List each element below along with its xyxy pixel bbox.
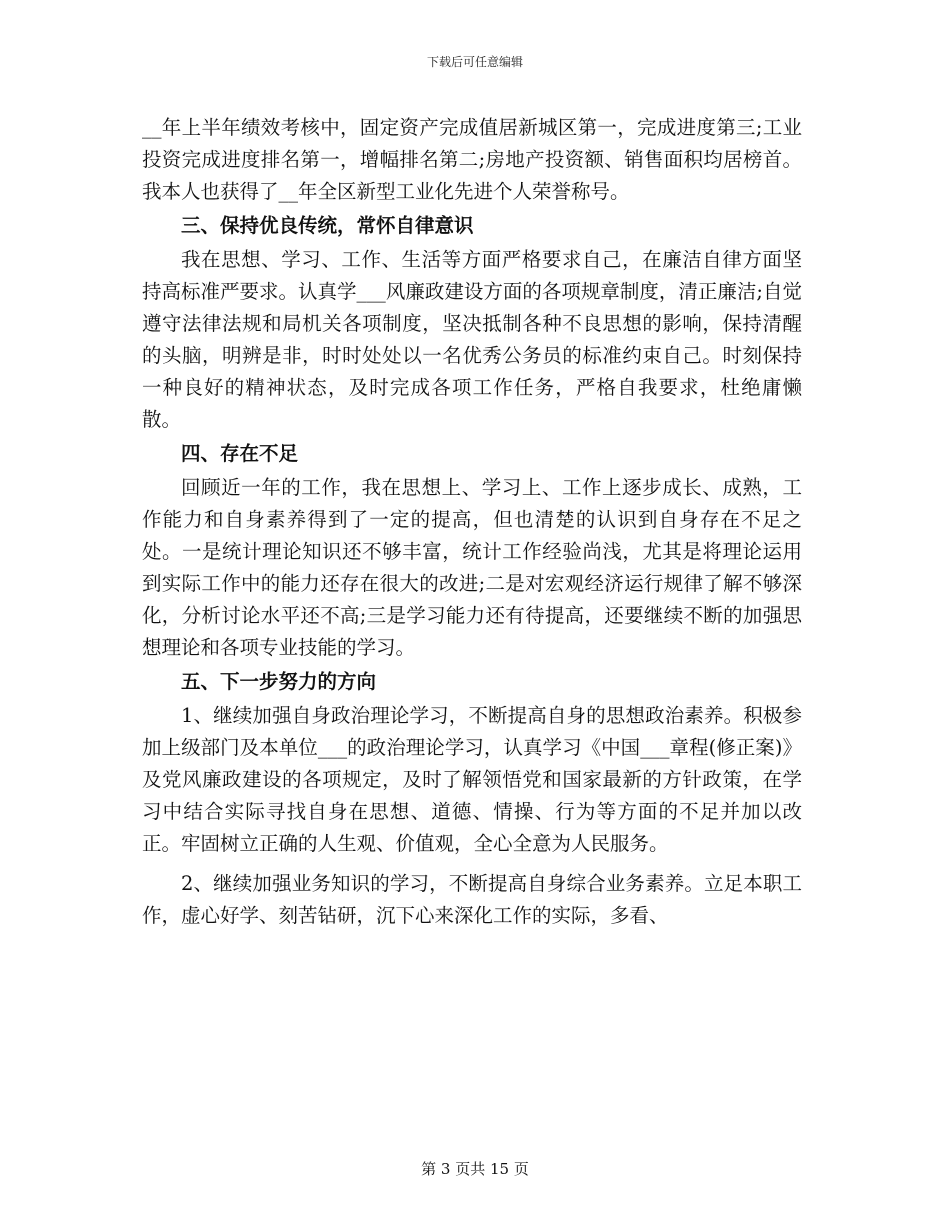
paragraph-direction-1: 1、继续加强自身政治理论学习，不断提高自身的思想政治素养。积极参加上级部门及本单位___的政治理论学习，认真学习《中国___章程(修正案)》及党风廉政建设的各项规定，及时了解领悟党和国家最新的方针政策，在学习中结合实际寻找自身在思想、道德、情操、行为等方面的不足并加以改正。牢固树立正确的人生观、价值观，全心全意为人民服务。 [142, 704, 802, 855]
document-body [142, 112, 802, 932]
section-heading-5: 五、下一步努力的方向 [181, 670, 377, 693]
section-heading-3: 三、保持优良传统，常怀自律意识 [181, 214, 474, 237]
page-footer: 第 3 页共 15 页 [421, 1160, 529, 1178]
paragraph-performance: __年上半年绩效考核中，固定资产完成值居新城区第一，完成进度第三;工业投资完成进度排名第一，增幅排名第二;房地产投资额、销售面积均居榜首。我本人也获得了__年全区新型工业化先进个人荣誉称号。 [142, 116, 802, 203]
paragraph-direction-2: 2、继续加强业务知识的学习，不断提高自身综合业务素养。立足本职工作，虚心好学、刻苦钻研，沉下心来深化工作的实际，多看、 [142, 872, 802, 927]
page-header: 下载后可任意编辑 [426, 55, 523, 69]
paragraph-shortcomings: 回顾近一年的工作，我在思想上、学习上、工作上逐步成长、成熟，工作能力和自身素养得到了一定的提高，但也清楚的认识到自身存在不足之处。一是统计理论知识还不够丰富，统计工作经验尚浅，尤其是将理论运用到实际工作中的能力还存在很大的改进;二是对宏观经济运行规律了解不够深化，分析讨论水平还不高;三是学习能力还有待提高，还要继续不断的加强思想理论和各项专业技能的学习。 [142, 476, 802, 659]
section-heading-4: 四、存在不足 [181, 442, 299, 465]
paragraph-self-discipline: 我在思想、学习、工作、生活等方面严格要求自己，在廉洁自律方面坚持高标准严要求。认真学___风廉政建设方面的各项规章制度，清正廉洁;自觉遵守法律法规和局机关各项制度，坚决抵制各种不良思想的影响，保持清醒的头脑，明辨是非，时时处处以一名优秀公务员的标准约束自己。时刻保持一种良好的精神状态，及时完成各项工作任务，严格自我要求，杜绝庸懒散。 [142, 248, 802, 431]
